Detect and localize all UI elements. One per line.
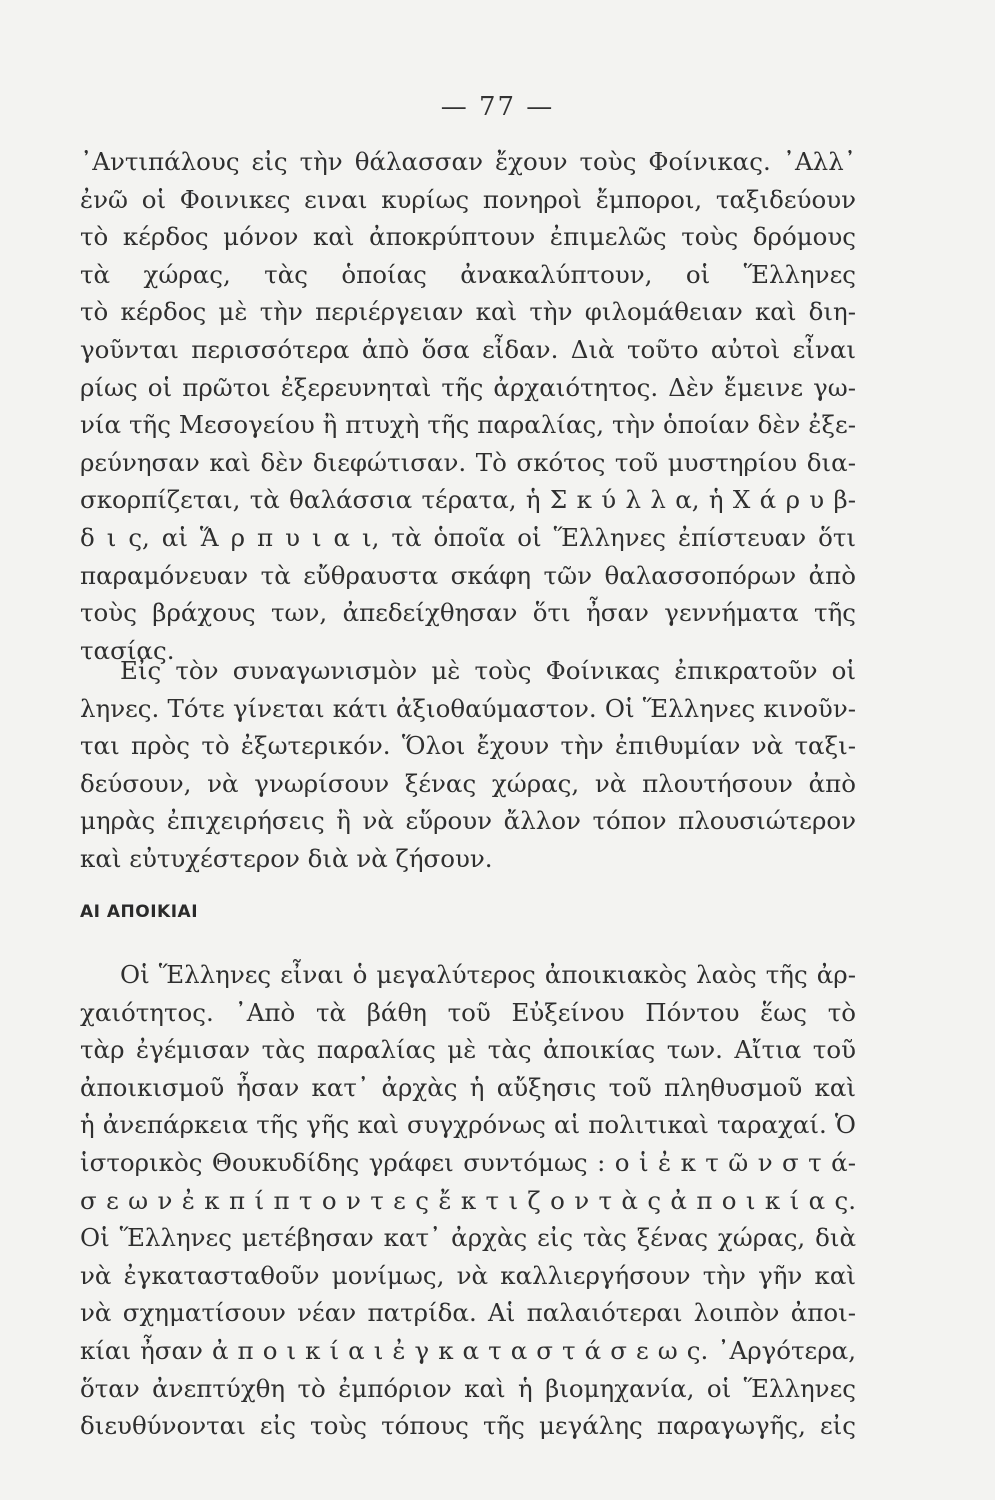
text-line: τὸ κέρδος μὲ τὴν περιέργειαν καὶ τὴν φιλομάθειαν καὶ διη- xyxy=(80,297,856,327)
paragraph-phoenicians xyxy=(80,143,856,669)
text-line: διευθύνονται εἰς τοὺς τόπους τῆς μεγάλης παραγωγῆς, εἰς xyxy=(80,1411,856,1441)
text-line: ἐνῶ οἱ Φοινικες ειναι κυρίως πονηροὶ ἔμποροι, ταξιδεύουν xyxy=(80,184,856,214)
text-line: ρεύνησαν καὶ δὲν διεφώτισαν. Τὸ σκότος τοῦ μυστηρίου δια- xyxy=(80,447,856,477)
text-line: Οἱ Ἕλληνες μετέβησαν κατ᾿ ἀρχὰς εἰς τὰς ξένας χώρας, διὰ xyxy=(80,1223,856,1253)
text-line: γοῦνται περισσότερα ἀπὸ ὅσα εἶδαν. Διὰ τοῦτο αὐτοὶ εἶναι xyxy=(80,334,856,364)
text-line: ᾿Αντιπάλους εἰς τὴν θάλασσαν ἔχουν τοὺς Φοίνικας. ᾿Αλλ᾿ xyxy=(80,147,856,176)
paragraph-colonies xyxy=(80,956,856,1445)
text-line: ται πρὸς τὸ ἐξωτερικόν. Ὅλοι ἔχουν τὴν ἐπιθυμίαν νὰ ταξι- xyxy=(80,731,856,761)
text-line: παραμόνευαν τὰ εὔθραυστα σκάφη τῶν θαλασσοπόρων ἀπὸ xyxy=(80,560,856,590)
text-line: νία τῆς Μεσογείου ἢ πτυχὴ τῆς παραλίας, τὴν ὁποίαν δὲν ἐξε- xyxy=(80,410,856,440)
text-line: ἡ ἀνεπάρκεια τῆς γῆς καὶ συγχρόνως αἱ πολιτικαὶ ταραχαί. Ὁ xyxy=(80,1110,856,1140)
paragraph-competition xyxy=(80,652,856,878)
text-line: δ ι ς, αἱ Ἅ ρ π υ ι α ι, τὰ ὁποῖα οἱ Ἕλληνες ἐπίστευαν ὅτι xyxy=(80,522,856,552)
text-line: ὅταν ἀνεπτύχθη τὸ ἐμπόριον καὶ ἡ βιομηχανία, οἱ Ἕλληνες xyxy=(80,1373,856,1403)
text-line: μηρὰς ἐπιχειρήσεις ἢ νὰ εὕρουν ἄλλον τόπον πλουσιώτερον xyxy=(80,806,856,836)
text-line: δεύσουν, νὰ γνωρίσουν ξένας χώρας, νὰ πλουτήσουν ἀπὸ xyxy=(80,768,856,798)
text-line: Εἰς τὸν συναγωνισμὸν μὲ τοὺς Φοίνικας ἐπικρατοῦν οἱ xyxy=(120,656,856,685)
text-line: τασίας. xyxy=(80,635,175,665)
text-line: ἱστορικὸς Θουκυδίδης γράφει συντόμως : ο ἱ ἐ κ τ ῶ ν σ τ ά- xyxy=(80,1147,856,1177)
text-line: σκορπίζεται, τὰ θαλάσσια τέρατα, ἡ Σ κ ύ λ λ α, ἡ Χ ά ρ υ β- xyxy=(80,485,856,515)
text-line: νὰ ἐγκατασταθοῦν μονίμως, νὰ καλλιεργήσουν τὴν γῆν καὶ xyxy=(80,1260,856,1290)
section-heading: ΑΙ ΑΠΟΙΚΙΑΙ xyxy=(80,902,199,922)
text-line: καὶ εὐτυχέστερον διὰ νὰ ζήσουν. xyxy=(80,843,493,873)
text-line: ρίως οἱ πρῶτοι ἐξερευνηταὶ τῆς ἀρχαιότητος. Δὲν ἔμεινε γω- xyxy=(80,372,856,402)
text-line: ἀποικισμοῦ ἦσαν κατ᾿ ἀρχὰς ἡ αὔξησις τοῦ πληθυσμοῦ καὶ xyxy=(80,1072,856,1102)
text-line: τοὺς βράχους των, ἀπεδείχθησαν ὅτι ἦσαν γεννήματα τῆς xyxy=(80,598,856,628)
text-line: κίαι ἦσαν ἀ π ο ι κ ί α ι ἐ γ κ α τ α σ τ ά σ ε ω ς. ᾿Αργότερα, xyxy=(80,1335,856,1365)
page-number: — 77 — xyxy=(440,92,555,122)
text-line: τὸ κέρδος μόνον καὶ ἀποκρύπτουν ἐπιμελῶς τοὺς δρόμους xyxy=(80,222,856,252)
text-line: χαιότητος. ᾿Απὸ τὰ βάθη τοῦ Εὐξείνου Πόντου ἕως τὸ xyxy=(80,997,856,1027)
text-line: τὰ χώρας, τὰς ὁποίας ἀνακαλύπτουν, οἱ Ἕλληνες xyxy=(80,259,856,289)
text-line: Οἱ Ἕλληνες εἶναι ὁ μεγαλύτερος ἀποικιακὸς λαὸς τῆς ἀρ- xyxy=(120,960,856,989)
text-line: νὰ σχηματίσουν νέαν πατρίδα. Αἱ παλαιότεραι λοιπὸν ἀποι- xyxy=(80,1298,856,1328)
text-line: τὰρ ἐγέμισαν τὰς παραλίας μὲ τὰς ἀποικίας των. Αἴτια τοῦ xyxy=(80,1035,856,1065)
text-line: ληνες. Τότε γίνεται κάτι ἀξιοθαύμαστον. Οἱ Ἕλληνες κινοῦν- xyxy=(80,693,856,723)
text-line: σ ε ω ν ἐ κ π ί π τ ο ν τ ε ς ἔ κ τ ι ζ ο ν τ ὰ ς ἀ π ο ι κ ί α ς. xyxy=(80,1185,856,1215)
